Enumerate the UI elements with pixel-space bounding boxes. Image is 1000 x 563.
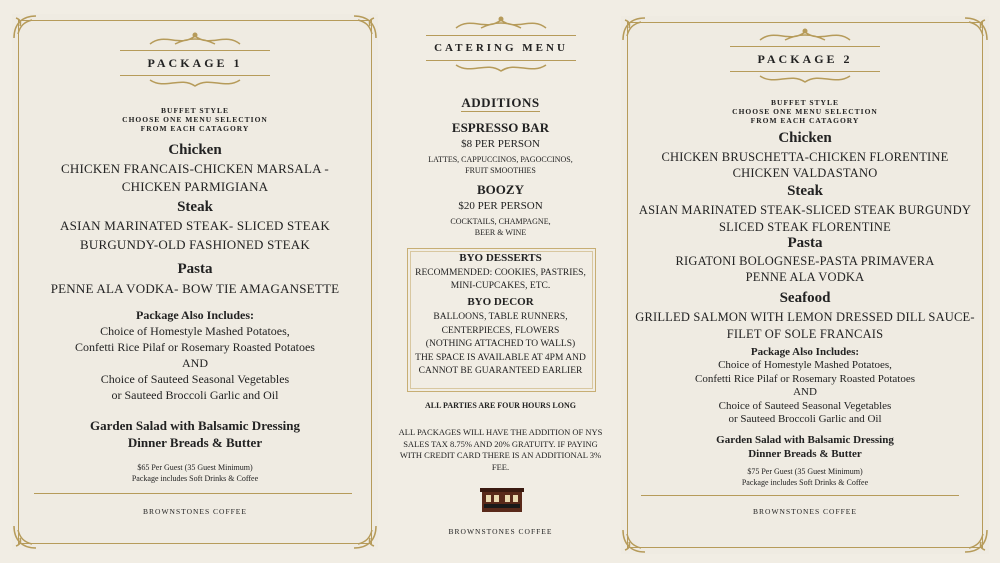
- corner-ornament-icon: [963, 16, 989, 42]
- includes-list: [621, 359, 989, 427]
- price-line: Package includes Soft Drinks & Coffee: [741, 478, 869, 487]
- extras-line: Garden Salad with Balsamic Dressing: [716, 434, 894, 446]
- menu-line: CHICKEN BRUSCHETTA-CHICKEN FLORENTINE: [661, 150, 949, 164]
- intro-line: BUFFET STYLE: [161, 106, 229, 115]
- menu-line: GRILLED SALMON WITH LEMON DRESSED DILL SAUCE-: [635, 310, 975, 324]
- flourish-ornament-icon: [755, 72, 855, 88]
- menu-line: SLICED STEAK FLORENTINE: [719, 220, 891, 234]
- catering-title-box: [426, 35, 576, 61]
- boozy-line: COCKTAILS, CHAMPAGNE,: [450, 217, 551, 226]
- additions-label: ADDITIONS: [461, 95, 540, 110]
- footer-brand: BROWNSTONES COFFEE: [753, 507, 857, 516]
- divider: [34, 493, 352, 494]
- section-heading: Pasta: [787, 235, 823, 251]
- page-title: PACKAGE 2: [757, 52, 853, 66]
- byo-desserts-line: RECOMMENDED: COOKIES, PASTRIES,: [415, 268, 586, 278]
- menu-line: CHICKEN FRANCAIS-CHICKEN MARSALA -: [61, 161, 329, 176]
- byo-decor-line: (NOTHING ATTACHED TO WALLS): [425, 339, 576, 349]
- divider: [641, 495, 959, 496]
- includes-title: Package Also Includes:: [135, 308, 254, 322]
- package-title-box: [120, 50, 270, 76]
- boozy-title: BOOZY: [477, 182, 524, 197]
- corner-ornament-icon: [621, 16, 647, 42]
- menu-line: ASIAN MARINATED STEAK- SLICED STEAK: [60, 218, 330, 233]
- section-heading: Pasta: [177, 261, 213, 277]
- includes-line: Choice of Homestyle Mashed Potatoes,: [718, 359, 892, 371]
- flourish-ornament-icon: [451, 14, 551, 34]
- brownstones-logo-icon: [480, 484, 524, 514]
- includes-line: Choice of Homestyle Mashed Potatoes,: [100, 324, 290, 338]
- menu-line: BURGUNDY-OLD FASHIONED STEAK: [80, 237, 310, 252]
- tax-line: FEE.: [491, 461, 510, 472]
- corner-ornament-icon: [352, 14, 378, 40]
- section-heading: Steak: [787, 183, 823, 199]
- price-note: [12, 462, 378, 484]
- price-line: Package includes Soft Drinks & Coffee: [131, 474, 259, 483]
- tax-note: [393, 427, 608, 473]
- package-title-box: [730, 46, 880, 72]
- corner-ornament-icon: [621, 528, 647, 554]
- package-2-panel: [621, 16, 989, 554]
- byo-decor: [393, 311, 608, 379]
- tax-line: ALL PACKAGES WILL HAVE THE ADDITION OF NYS: [398, 427, 603, 437]
- byo-decor-line: THE SPACE IS AVAILABLE AT 4PM AND: [415, 352, 586, 363]
- menu-line: FILET OF SOLE FRANCAIS: [726, 327, 884, 341]
- intro-line: CHOOSE ONE MENU SELECTION: [122, 115, 268, 124]
- page-title: PACKAGE 1: [147, 56, 243, 70]
- page-title: CATERING MENU: [434, 42, 568, 54]
- byo-decor-title: BYO DECOR: [467, 296, 534, 308]
- flourish-ornament-icon: [755, 26, 855, 46]
- boozy-line: BEER & WINE: [474, 228, 527, 237]
- package-1-panel: [12, 14, 378, 550]
- flourish-ornament-icon: [145, 76, 245, 92]
- footer-brand: BROWNSTONES COFFEE: [448, 527, 553, 536]
- includes-line: AND: [182, 356, 208, 370]
- intro-line: CHOOSE ONE MENU SELECTION: [732, 107, 878, 116]
- section-heading: Chicken: [778, 130, 832, 146]
- corner-ornament-icon: [12, 524, 38, 550]
- section-heading: Seafood: [779, 290, 831, 306]
- parties-note: ALL PARTIES ARE FOUR HOURS LONG: [425, 401, 576, 410]
- extras-line: Garden Salad with Balsamic Dressing: [90, 418, 300, 433]
- menu-line: PENNE ALA VODKA- BOW TIE AMAGANSETTE: [50, 281, 340, 296]
- price-line: $75 Per Guest (35 Guest Minimum): [747, 467, 863, 476]
- espresso-title: ESPRESSO BAR: [451, 120, 550, 135]
- tax-line: WITH CREDIT CARD THERE IS AN ADDITIONAL 3%: [399, 450, 602, 460]
- intro-text: [12, 106, 378, 133]
- espresso-line: FRUIT SMOOTHIES: [465, 166, 536, 175]
- includes-line: AND: [793, 386, 817, 398]
- corner-ornament-icon: [12, 14, 38, 40]
- byo-decor-line: CANNOT BE GUARANTEED EARLIER: [418, 366, 583, 376]
- boozy-price: $20 PER PERSON: [458, 200, 543, 212]
- byo-desserts-title: BYO DESSERTS: [459, 252, 542, 264]
- byo-desserts: [393, 267, 608, 293]
- menu-line: ASIAN MARINATED STEAK-SLICED STEAK BURGUNDY: [638, 203, 972, 217]
- corner-ornament-icon: [352, 524, 378, 550]
- intro-line: FROM EACH CATAGORY: [140, 124, 250, 133]
- section-heading: Chicken: [168, 142, 222, 158]
- corner-ornament-icon: [963, 528, 989, 554]
- section-heading: Steak: [177, 199, 213, 215]
- intro-line: FROM EACH CATAGORY: [750, 116, 860, 125]
- extras-line: Dinner Breads & Butter: [127, 435, 263, 450]
- byo-decor-line: CENTERPIECES, FLOWERS: [441, 325, 560, 336]
- includes-line: Confetti Rice Pilaf or Rosemary Roasted Potatoes: [75, 340, 315, 354]
- espresso-price: $8 PER PERSON: [461, 138, 540, 150]
- price-note: [621, 466, 989, 488]
- additions-heading: [393, 94, 608, 112]
- catering-menu-panel: [393, 14, 608, 550]
- tax-line: SALES TAX 8.75% AND 20% GRATUITY. IF PAYING: [403, 438, 598, 449]
- flourish-ornament-icon: [451, 61, 551, 77]
- byo-decor-line: BALLOONS, TABLE RUNNERS,: [433, 312, 568, 322]
- espresso-items: [393, 154, 608, 176]
- includes-list: [12, 323, 378, 403]
- includes-line: Choice of Sauteed Seasonal Vegetables: [718, 399, 892, 412]
- flourish-ornament-icon: [145, 30, 245, 50]
- footer-brand: BROWNSTONES COFFEE: [143, 507, 247, 516]
- intro-text: [621, 98, 989, 125]
- byo-desserts-line: MINI-CUPCAKES, ETC.: [450, 281, 551, 291]
- menu-line: CHICKEN PARMIGIANA: [121, 179, 269, 194]
- extras-line: Dinner Breads & Butter: [748, 448, 862, 460]
- includes-line: or Sauteed Broccoli Garlic and Oil: [111, 388, 279, 402]
- menu-line: RIGATONI BOLOGNESE-PASTA PRIMAVERA: [675, 254, 935, 268]
- boozy-items: [393, 216, 608, 238]
- price-line: $65 Per Guest (35 Guest Minimum): [137, 463, 253, 472]
- menu-line: PENNE ALA VODKA: [745, 270, 865, 284]
- intro-line: BUFFET STYLE: [771, 98, 839, 107]
- includes-line: or Sauteed Broccoli Garlic and Oil: [728, 413, 882, 425]
- menu-line: CHICKEN VALDASTANO: [732, 166, 878, 180]
- espresso-line: LATTES, CAPPUCCINOS, PAGOCCINOS,: [428, 155, 573, 164]
- includes-line: Confetti Rice Pilaf or Rosemary Roasted Potatoes: [695, 372, 915, 385]
- includes-title: Package Also Includes:: [750, 346, 860, 358]
- includes-line: Choice of Sauteed Seasonal Vegetables: [100, 372, 290, 386]
